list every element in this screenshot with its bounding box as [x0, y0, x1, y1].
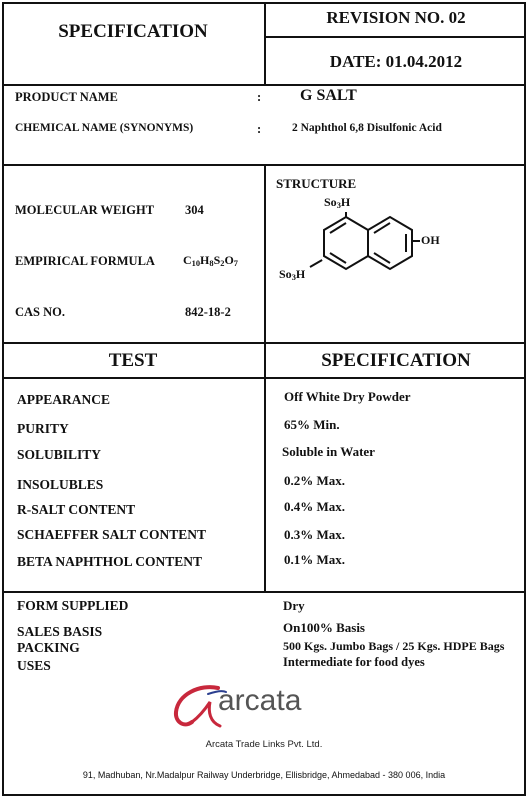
test-label-insolubles: INSOLUBLES: [17, 477, 104, 492]
molecular-weight-label: MOLECULAR WEIGHT: [15, 203, 155, 217]
spec-value-solubility: Soluble in Water: [282, 444, 375, 459]
structure-label: STRUCTURE: [276, 176, 357, 191]
test-label-solubility: SOLUBILITY: [17, 447, 102, 462]
chemical-name-label: CHEMICAL NAME (SYNONYMS): [15, 122, 194, 134]
spec-value-beta-naphthol: 0.1% Max.: [284, 552, 346, 567]
column-header-specification: SPECIFICATION: [321, 350, 471, 371]
test-label-r-salt: R-SALT CONTENT: [17, 502, 136, 517]
company-name: Arcata Trade Links Pvt. Ltd.: [205, 739, 323, 750]
company-address: 91, Madhuban, Nr.Madalpur Railway Underbridge, Ellisbridge, Ahmedabad - 380 006, India: [82, 770, 446, 780]
product-name-label: PRODUCT NAME: [15, 90, 118, 104]
spec-value-r-salt: 0.4% Max.: [284, 499, 346, 514]
cas-number-label: CAS NO.: [15, 305, 66, 319]
test-label-beta-naphthol: BETA NAPHTHOL CONTENT: [17, 554, 203, 569]
test-label-appearance: APPEARANCE: [17, 392, 110, 407]
form-supplied-label: FORM SUPPLIED: [17, 598, 129, 613]
structure-bond-top: [345, 212, 347, 218]
empirical-formula-label: EMPIRICAL FORMULA: [15, 254, 155, 268]
structure-group-top: $So_3H$: [324, 195, 351, 210]
uses-label: USES: [17, 658, 51, 673]
structure-group-oh: OH: [421, 233, 440, 247]
spec-value-schaeffer-salt: 0.3% Max.: [284, 527, 346, 542]
revision-number: REVISION NO. 02: [326, 8, 466, 27]
test-label-purity: PURITY: [17, 421, 69, 436]
revision-divider: [264, 36, 526, 38]
product-name-colon: :: [257, 90, 262, 104]
header-bottom-rule: [2, 84, 526, 86]
page-title: SPECIFICATION: [58, 21, 208, 42]
spec-value-insolubles: 0.2% Max.: [284, 473, 346, 488]
spec-value-appearance: Off White Dry Powder: [284, 389, 411, 404]
product-name-value: G SALT: [300, 87, 357, 104]
document-date: DATE: 01.04.2012: [329, 52, 463, 71]
cas-number-value: 842-18-2: [185, 305, 231, 319]
table-bottom-rule: [2, 591, 526, 593]
uses-value: Intermediate for food dyes: [283, 655, 425, 669]
column-header-test: TEST: [108, 350, 158, 371]
properties-divider: [264, 164, 266, 344]
sales-basis-label: SALES BASIS: [17, 624, 103, 639]
table-column-divider: [264, 342, 266, 593]
empirical-formula-value: $C_{10}H_8S_2O_7$: [183, 253, 238, 268]
structure-bond-right: [412, 240, 420, 242]
spec-value-purity: 65% Min.: [284, 417, 340, 432]
packing-value: 500 Kgs. Jumbo Bags / 25 Kgs. HDPE Bags: [283, 639, 505, 653]
structure-group-bottom: $So_3H$: [279, 267, 306, 282]
logo-wordmark: arcata: [218, 684, 302, 717]
chemical-name-value: 2 Naphthol 6,8 Disulfonic Acid: [292, 122, 442, 134]
packing-label: PACKING: [17, 640, 80, 655]
naphthalene-structure: [296, 210, 416, 290]
chemical-name-colon: :: [257, 122, 262, 136]
sales-basis-value: On100% Basis: [283, 620, 365, 635]
molecular-weight-value: 304: [185, 203, 204, 217]
test-label-schaeffer-salt: SCHAEFFER SALT CONTENT: [17, 527, 207, 542]
form-supplied-value: Dry: [283, 598, 305, 613]
